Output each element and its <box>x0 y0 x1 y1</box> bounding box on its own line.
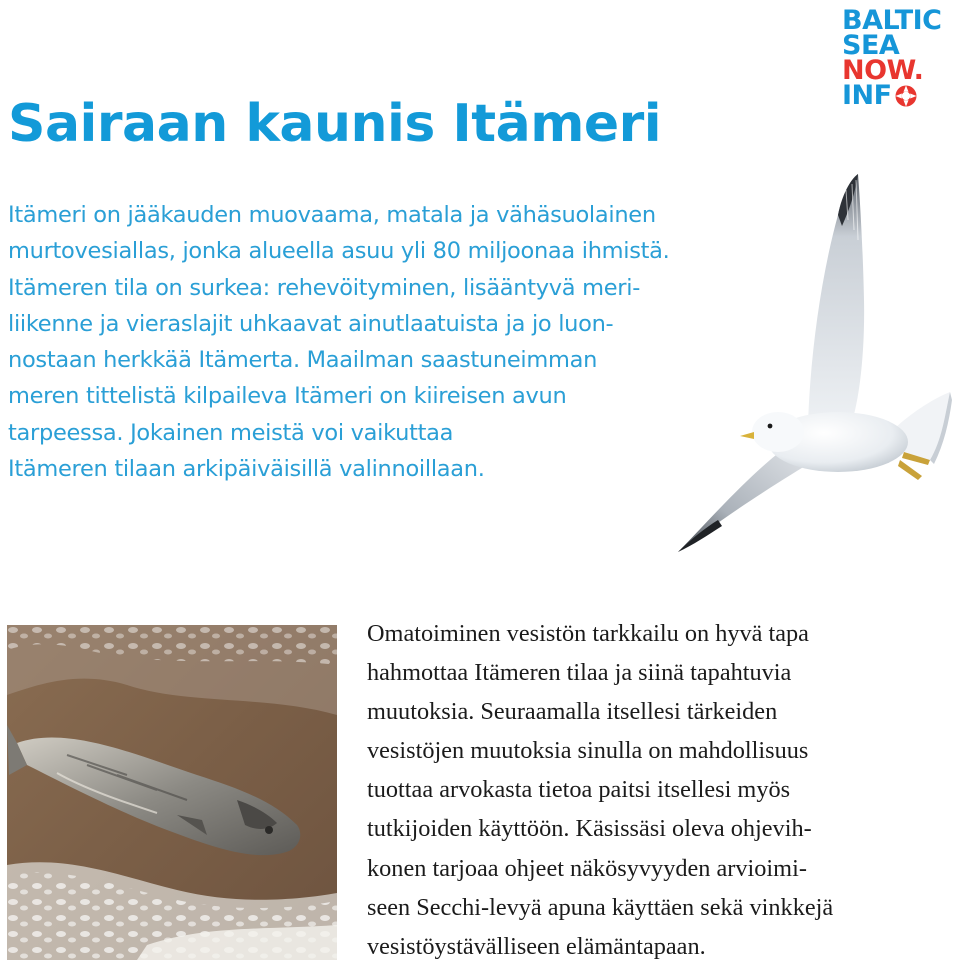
body-line: vesistöystävälliseen elämäntapaan. <box>367 932 706 960</box>
logo-line-3: NOW. <box>842 55 924 86</box>
intro-line: Itämeren tilaan arkipäiväisillä valinnoillaan. <box>8 456 485 483</box>
body-line: tutkijoiden käyttöön. Käsissäsi oleva ohjevih- <box>367 815 812 843</box>
intro-line: meren tittelistä kilpaileva Itämeri on kiireisen avun <box>8 383 567 410</box>
dead-fish-photo <box>7 625 337 960</box>
body-line: vesistöjen muutoksia sinulla on mahdollisuus <box>367 737 809 765</box>
intro-line: nostaan herkkää Itämerta. Maailman saastuneimman <box>8 347 598 374</box>
body-line: konen tarjoaa ohjeet näkösyvyyden arvioimi- <box>367 854 807 882</box>
logo-line-2: SEA <box>842 30 900 61</box>
intro-line: liikenne ja vieraslajit uhkaavat ainutlaatuista ja jo luon- <box>8 310 614 337</box>
body-line: tuottaa arvokasta tietoa paitsi itsellesi myös <box>367 776 791 804</box>
logo-line-4-wrap <box>842 80 954 111</box>
intro-line: tarpeessa. Jokainen meistä voi vaikuttaa <box>8 419 454 446</box>
intro-line: Itämeri on jääkauden muovaama, matala ja vähäsuolainen <box>8 202 656 228</box>
body-line: Omatoiminen vesistön tarkkailu on hyvä tapa <box>367 620 809 647</box>
baltic-sea-now-logo <box>842 5 954 111</box>
page-title: Sairaan kaunis Itämeri <box>8 94 662 154</box>
body-line: seen Secchi-levyä apuna käyttäen sekä vinkkejä <box>367 893 834 921</box>
body-line: muutoksia. Seuraamalla itsellesi tärkeiden <box>367 698 778 726</box>
seagull-image <box>660 160 960 560</box>
logo-line-4: INF <box>842 80 892 111</box>
intro-line: murtovesiallas, jonka alueella asuu yli 80 miljoonaa ihmistä. <box>8 238 670 265</box>
body-line: hahmottaa Itämeren tilaa ja siinä tapahtuvia <box>367 659 792 687</box>
intro-line: Itämeren tila on surkea: rehevöityminen, lisääntyvä meri- <box>8 274 641 301</box>
logo-line-1: BALTIC <box>842 5 942 36</box>
body-paragraph <box>367 614 947 966</box>
lifebuoy-icon <box>894 84 918 108</box>
